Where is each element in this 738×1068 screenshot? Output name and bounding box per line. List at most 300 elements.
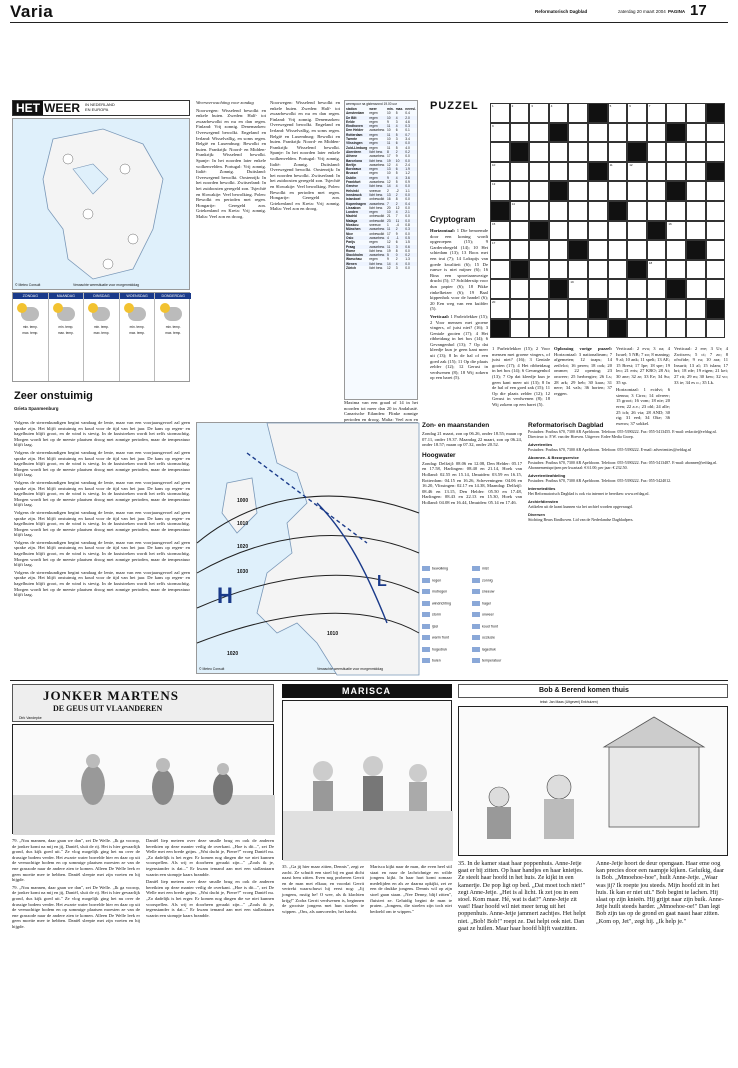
table-cell: 0.0: [405, 265, 410, 270]
table-cell: 6: [395, 240, 398, 245]
weather-table-header: min.: [386, 107, 394, 111]
table-cell: Twente: [346, 137, 358, 142]
crossword-cell[interactable]: [588, 221, 608, 241]
jonker-text-1b: 79. „Nou mannen, daar gaan we dan", zei De Welle. „Ik ga voorop, de jonker komt na mij en jij, Daniël, sluit de rij. Het is hier gevaarlijk grond, dus kijk goed uit." Ze vlog mogelijk ging het nu over de drassige bodem verder. Het zwarte water borrelde hier en daar op uit de veenachtige bodem en op sommige plaatsen moesten ze van de ene graszode naar de andere zien te komen. Alleen De Welle leek er geen moeite mee te hebben. Daniël sleepte met zijn voeten en hij hijgde.: [12, 884, 140, 929]
crossword-cell-number: 9: [492, 123, 494, 128]
table-cell: Amsterdam: [346, 111, 365, 116]
weather-symbol-icon: [57, 307, 75, 321]
crossword-cell[interactable]: [686, 142, 706, 162]
crossword-cell[interactable]: [666, 240, 686, 260]
crossword-cell[interactable]: [627, 299, 647, 319]
table-cell: 10: [386, 111, 391, 116]
solution-text-4: Verticaal: 2 ere; 3 Ur; 4 Zwitsers; 5 ct; 7 zo; 8 ofwftde; 9 ru; 10 ara; 11 Insurit; 13 al; 15 islam; 17 bri; 18 rde; 19 eigen; 21 kei; 27 rit; 29 m; 30 kew; 32 vo; 33 ie; 34 es o.; 35 Lk.: [674, 346, 728, 385]
colophon-ads-title: Advertenties: [528, 442, 553, 447]
table-cell: regen: [368, 124, 386, 128]
table-cell: 2.4: [405, 162, 410, 167]
crossword-cell[interactable]: [627, 162, 647, 182]
forecast-max-label: max. temp.: [22, 331, 39, 335]
table-cell: München: [345, 227, 368, 231]
table-cell: onbewolkt: [369, 231, 385, 236]
crossword-cell[interactable]: [529, 162, 549, 182]
crossword-cell[interactable]: [490, 181, 510, 201]
crossword-cell[interactable]: [706, 201, 726, 221]
crossword-cell[interactable]: [568, 201, 588, 221]
crossword-cell: [510, 260, 530, 280]
crossword-cell[interactable]: [549, 299, 569, 319]
table-cell: 5: [395, 133, 405, 137]
table-cell: 23: [386, 219, 395, 223]
legend-symbol-icon: [422, 647, 430, 652]
colophon-admin-body: Postadres: Postbus 670, 7300 AR Apeldoorn. Telefoon: 055-5390222. Fax: 055-5424012.: [528, 478, 672, 483]
crossword-cell: [588, 299, 608, 319]
table-cell: 0.9: [405, 180, 410, 185]
crossword-cell[interactable]: [568, 123, 588, 143]
europe-map: [196, 422, 418, 674]
table-cell: licht bew.: [368, 159, 386, 163]
crossword-cell[interactable]: [686, 201, 706, 221]
crossword-cell[interactable]: [686, 299, 706, 319]
crossword-cell[interactable]: [706, 221, 726, 241]
crossword-cell[interactable]: [549, 221, 569, 241]
crossword-cell[interactable]: [490, 123, 510, 143]
table-cell: Eindhoven: [345, 124, 368, 128]
crossword-cell[interactable]: [568, 162, 588, 182]
table-cell: 11: [386, 145, 391, 150]
colophon-title: Reformatorisch Dagblad: [528, 422, 604, 429]
table-cell: regen: [368, 210, 386, 214]
crossword-cell[interactable]: [627, 279, 647, 299]
crossword-cell[interactable]: [647, 103, 667, 123]
legend-label: occlusie: [482, 635, 495, 640]
crossword-cell[interactable]: [549, 240, 569, 260]
crossword-cell[interactable]: [608, 299, 628, 319]
puzzle-solution-col-4: [674, 346, 728, 418]
crossword-cell[interactable]: [490, 103, 510, 123]
high-pressure-marker: H: [217, 583, 233, 608]
weather-banner-het: HET: [13, 101, 43, 115]
crossword-cell[interactable]: [568, 221, 588, 241]
crossword-cell[interactable]: [647, 162, 667, 182]
crossword-cell[interactable]: [666, 142, 686, 162]
crossword-cell-number: 17: [492, 241, 496, 246]
crossword-cell[interactable]: [706, 319, 726, 339]
crossword-cell[interactable]: [647, 142, 667, 162]
legend-symbol-icon: [422, 624, 430, 629]
crossword-cell[interactable]: [627, 123, 647, 143]
table-cell: zwaarbew.: [369, 154, 385, 159]
legend-symbol-icon: [472, 658, 480, 663]
europe-column-1: [196, 100, 266, 412]
table-cell: 20: [386, 205, 391, 210]
table-cell: 4.6: [405, 119, 410, 124]
crossword-cell: [549, 181, 569, 201]
crossword-cell[interactable]: [568, 103, 588, 123]
puzzle-down-continued: 1 Parleirlekker (15); 2 Voor mensen met groene vingers, of juist niet? (16); 3 Geniale gooien (17); 4 Het ribbetdaug in het bos (14); 6 Gevangenhol (13); 7 Op dat kleedje kun je geen kant meer uit (13); 8 In de hal of een goed zak (15); 11 Op die plaats zelder (12); 12 Gerust in verdwenen (8); 18 Wij zokern op een baret (5).: [492, 346, 550, 407]
legend-label: storm: [432, 612, 441, 617]
legend-label: windrichting: [432, 600, 451, 605]
table-cell: -1: [395, 236, 405, 240]
colophon-archive-body: Artikelen uit de krant kunnen via het archief worden opgevraagd.: [528, 504, 633, 509]
forecast-day-name: WOENSDAG: [120, 293, 155, 299]
crossword-cell[interactable]: [529, 123, 549, 143]
crossword-cell[interactable]: [647, 123, 667, 143]
jonker-text-col-2: [146, 838, 274, 1064]
legend-label: temperatuur: [482, 658, 502, 663]
crossword-cell[interactable]: [666, 221, 686, 241]
crossword-cell[interactable]: [510, 181, 530, 201]
crossword-cell[interactable]: [588, 123, 608, 143]
jonker-text-1: 79. „Nou mannen, daar gaan we dan", zei De Welle. „Ik ga voorop, de jonker komt na mij en jij, Daniël, sluit de rij. Het is hier gevaarlijk grond, dus kijk goed uit." Ze vlog mogelijk ging het nu over de drassige bodem verder. Het zwarte water borrelde hier en daar op uit de veenachtige bodem en op sommige plaatsen moesten ze van de ene graszode naar de andere zien te komen. Alleen De Welle leek er geen moeite mee te hebben. Daniël sleepte met zijn voeten en hij hijgde.: [12, 838, 140, 883]
colophon-archive-title: Archiefdiensten: [528, 499, 559, 504]
crossword-cell[interactable]: [647, 260, 667, 280]
jonker-text-2: Daniël liep meteen over deze smalle brug en ook de anderen bereikten op deze manier veilig de overkant. „Hoe is dit...", zei De Welle met een brede grijns. „Wat dacht je, Pierre?" vroeg Daniël nu. „Zo dadelijk is het erger. Er komen nog dingen die we niet kunnen voorspellen. Als wij er doorheen geraakt zijn..." „Zoals ik je, tegenstander is dat..." Er kwam iemand aan met een stallantaarn waarin een stompje kaars brandde.: [146, 838, 274, 877]
table-cell: zwaarbew.: [369, 162, 385, 167]
bob-text-col-2: [596, 860, 728, 1064]
crossword-cell[interactable]: [510, 299, 530, 319]
table-cell: 11: [386, 245, 395, 249]
crossword-cell[interactable]: [647, 240, 667, 260]
crossword-cell[interactable]: [510, 201, 530, 221]
weather-headline: Zeer onstuimig: [14, 390, 93, 402]
crossword-cell: [529, 221, 549, 241]
legend-label: hagel: [482, 600, 491, 605]
table-cell: Frankfurt: [346, 180, 361, 185]
table-cell: 19: [386, 248, 391, 253]
crossword-cell[interactable]: [608, 142, 628, 162]
forecast-day: [84, 293, 120, 381]
crossword-cell[interactable]: [647, 181, 667, 201]
crossword-cell[interactable]: [627, 240, 647, 260]
table-cell: 11: [386, 227, 395, 231]
crossword-cell[interactable]: [627, 319, 647, 339]
crossword-cell[interactable]: [549, 142, 569, 162]
table-cell: 8: [395, 248, 398, 253]
legend-label: lagedruk: [482, 646, 496, 651]
crossword-cell[interactable]: [510, 279, 530, 299]
weather-symbol-icon: [21, 307, 39, 321]
weather-table-header: neersl.: [405, 107, 416, 111]
table-cell: regen: [369, 257, 378, 262]
forecast-day-name: ZONDAG: [13, 293, 48, 299]
isobar-1: 1000: [237, 498, 249, 504]
forecast-strip: [12, 292, 190, 382]
crossword-cell[interactable]: [510, 123, 530, 143]
table-cell: 0.4: [404, 202, 417, 206]
crossword-cell[interactable]: [529, 142, 549, 162]
table-cell: 17: [386, 231, 391, 236]
table-cell: 4: [395, 116, 405, 120]
table-cell: 0.6: [404, 245, 417, 249]
table-cell: 10: [386, 210, 395, 214]
legend-symbol-icon: [472, 624, 480, 629]
crossword-cell[interactable]: [490, 240, 510, 260]
table-cell: Kopenhagen: [345, 202, 368, 206]
crossword-cell[interactable]: [529, 201, 549, 221]
table-cell: 5: [395, 145, 398, 150]
table-cell: 16: [386, 197, 391, 202]
puzzle-solution-col-3: [616, 346, 670, 426]
jonker-illustration: [13, 725, 275, 835]
table-cell: 14: [386, 184, 395, 188]
crossword-cell[interactable]: [608, 181, 628, 201]
crossword-cell[interactable]: [549, 319, 569, 339]
crossword-cell-number: 6: [629, 104, 631, 108]
table-row: [345, 197, 417, 201]
crossword-cell[interactable]: [568, 260, 588, 280]
table-cell: Nice: [346, 231, 353, 236]
crossword-cell[interactable]: [608, 221, 628, 241]
crossword-cell[interactable]: [510, 240, 530, 260]
table-cell: 6: [395, 141, 405, 145]
crossword-grid[interactable]: [490, 103, 726, 343]
crossword-cell[interactable]: [608, 123, 628, 143]
table-cell: Genève: [345, 184, 368, 188]
crossword-cell[interactable]: [490, 142, 510, 162]
legend-item: [422, 589, 447, 594]
crossword-cell[interactable]: [706, 123, 726, 143]
crossword-cell-number: 20: [492, 300, 496, 304]
crossword-cell[interactable]: [529, 181, 549, 201]
table-cell: 1.1: [405, 188, 410, 193]
legend-item: [472, 658, 501, 663]
crossword-cell[interactable]: [510, 319, 530, 339]
crossword-cell[interactable]: [686, 279, 706, 299]
down-clues: 1 Parleirlekker (15); 2 Voor mensen met groene vingers, of juist niet? (16); 3 Geniale gooien (17); 4 Het ribbetdaug in het bos (14); 6 Gevangenhol (13); 7 Op dat kleedje kun je geen kant meer uit (13); 8 In de hal of een goed zak (15); 11 Op die plaats zelder (12); 12 Gerust in verdwenen (8); 18 Wij zokern op een baret (5).: [430, 313, 488, 381]
crossword-cell[interactable]: [608, 162, 628, 182]
crossword-cell[interactable]: [588, 142, 608, 162]
puzzle-solution-col-1: [492, 346, 550, 418]
table-cell: Brussel: [346, 171, 359, 176]
table-cell: regen: [368, 176, 386, 180]
crossword-cell[interactable]: [529, 319, 549, 339]
weather-article-body-6: Volgens de sterrenkundigen begint vandaag de lente, maar van een voorjaarsgevoel zal geen sprake zijn. Het blijft onstuimig en koud voor de tijd van het jaar. De kans op regen- en hagelbuien blijft groot, en de wind is stevig. In de kuststreken wordt het zelfs stormachtig. Morgen wordt het op de meeste plaatsen droog met zonnige perioden, maar de temperatuur blijft laag.: [14, 569, 190, 598]
map-credit: © Meteo Consult: [15, 283, 41, 287]
crossword-cell[interactable]: [666, 103, 686, 123]
table-cell: 12: [386, 180, 391, 185]
table-cell: 9: [386, 257, 389, 262]
crossword-cell[interactable]: [568, 142, 588, 162]
crossword-cell[interactable]: [686, 103, 706, 123]
crossword-cell: [666, 279, 686, 299]
colophon-admin-title: Advertentieafdeling: [528, 473, 566, 478]
crossword-cell[interactable]: [568, 279, 588, 299]
crossword-cell[interactable]: [627, 181, 647, 201]
crossword-cell-number: 19: [570, 280, 574, 285]
legend-label: mist: [482, 566, 489, 571]
legend-item: [422, 624, 438, 629]
weather-table: [345, 107, 417, 270]
puzzle-solution-col-2: [554, 346, 612, 418]
table-cell: 0.2: [404, 150, 417, 154]
table-cell: regen: [369, 171, 378, 176]
crossword-cell: [490, 201, 510, 221]
table-cell: licht bew.: [369, 265, 383, 270]
tide-body: Zondag: Delfzijl: 08.06 en 12.08, Den Helder: 05.17 en 17.58, Harlingen: 08.40 en 21.14, Hoek van Holland: 02.55 en 15.14, IJmuiden: 03.59 en 16.15, Rotterdam: 04.15 en 16.26, Scheveningen: 04.06 en 16.20, Vlissingen: 02.17 en 14.38, Maandag: Delfzijl: 08.46 en 13.15, Den Helder: 05.50 en 17.48, Harlingen: 08.43 en 22.13 en 15.30, Hoek van Holland: 04.08 en 16.44, IJmuiden: 05.14 en 17.46.: [422, 460, 522, 505]
crossword-cell[interactable]: [647, 279, 667, 299]
crossword-cell[interactable]: [529, 240, 549, 260]
crossword-cell[interactable]: [529, 279, 549, 299]
crossword-cell[interactable]: [549, 162, 569, 182]
legend-item: [472, 566, 489, 571]
crossword-cell[interactable]: [490, 162, 510, 182]
table-cell: 4: [395, 184, 405, 188]
europe-map-credit: © Meteo Consult: [199, 667, 225, 671]
crossword-cell[interactable]: [588, 260, 608, 280]
crossword-cell[interactable]: [588, 181, 608, 201]
crossword-cell[interactable]: [510, 162, 530, 182]
paper-name: Reformatorisch Dagblad: [535, 9, 588, 14]
colophon-internet-title: Internetedities: [528, 486, 556, 491]
bob-text-col-1: [458, 860, 588, 1064]
crossword-cell[interactable]: [588, 201, 608, 221]
table-cell: 10: [386, 171, 391, 176]
crossword-cell[interactable]: [686, 319, 706, 339]
table-cell: 0.3: [404, 227, 417, 231]
bob-subtitle: tekst: Jan Maas (Uitgeverij Enkhuizen): [540, 700, 598, 704]
table-cell: regen: [368, 167, 386, 171]
table-row: [345, 266, 417, 270]
crossword-cell[interactable]: [490, 221, 510, 241]
table-cell: 12: [395, 205, 400, 210]
table-cell: 4: [395, 262, 405, 266]
marisca-text-2: Marisca kijkt naar de man, die even heel stil staat en naar de lachrichnige en wilde jongens kijkt. In haar hart komt zomaar medelijden en als ze daarna opkijkt, zet ze een de drukke jongens. Dennis wil op zijn stoel gaan staan. „Nee Denny, blijf zitten", fluistert ze. Geluidig begint de man te praten. „Jongens, die stoelen zijn toch niet bedoeld om te wippen.": [370, 864, 452, 914]
table-cell: 2: [395, 227, 405, 231]
crossword-cell[interactable]: [608, 279, 628, 299]
table-cell: 11: [395, 219, 405, 223]
table-cell: regen: [369, 119, 378, 124]
table-cell: 4.0: [405, 145, 410, 150]
table-cell: 2.1: [404, 210, 417, 214]
crossword-cell[interactable]: [706, 240, 726, 260]
forecast-day-name: DINSDAG: [84, 293, 119, 299]
table-cell: 4: [395, 162, 398, 167]
legend-symbol-icon: [422, 612, 430, 617]
crossword-cell[interactable]: [666, 201, 686, 221]
crossword-cell-number: 16: [668, 221, 672, 226]
forecast-min-label: min. temp.: [165, 325, 181, 329]
table-cell: 1.9: [404, 167, 417, 171]
table-cell: 9: [395, 231, 398, 236]
crossword-cell[interactable]: [666, 299, 686, 319]
crossword-cell[interactable]: [686, 123, 706, 143]
crossword-cell[interactable]: [647, 319, 667, 339]
marisca-text-col-2: [370, 864, 452, 1064]
netherlands-map: [12, 118, 190, 290]
colophon-subs-title: Abonnee- & Bezorgservice: [528, 455, 579, 460]
weather-article-body-2: Volgens de sterrenkundigen begint vandaag de lente, maar van een voorjaarsgevoel zal geen sprake zijn. Het blijft onstuimig en koud voor de tijd van het jaar. De kans op regen- en hagelbuien blijft groot, en de wind is stevig. In de kuststreken wordt het zelfs stormachtig. Morgen wordt het op de meeste plaatsen droog met zonnige perioden, maar de temperatuur blijft laag.: [14, 449, 190, 478]
crossword-cell[interactable]: [549, 201, 569, 221]
legend-label: koud front: [482, 623, 498, 628]
forecast-max-label: max. temp.: [93, 331, 110, 335]
legend-symbol-icon: [422, 589, 430, 594]
crossword-cell[interactable]: [568, 181, 588, 201]
crossword-cell[interactable]: [627, 103, 647, 123]
crossword-cell[interactable]: [666, 260, 686, 280]
table-cell: 3: [395, 245, 405, 249]
crossword-cell[interactable]: [608, 240, 628, 260]
table-cell: Madrid: [346, 214, 357, 219]
forecast-max-label: max. temp.: [58, 331, 74, 335]
legend-symbol-icon: [472, 635, 480, 640]
crossword-cell[interactable]: [529, 260, 549, 280]
crossword-cell[interactable]: [706, 181, 726, 201]
table-cell: 3: [395, 137, 398, 142]
table-cell: 2: [395, 150, 405, 154]
crossword-cell[interactable]: [588, 279, 608, 299]
crossword-cell[interactable]: [510, 221, 530, 241]
legend-label: warm front: [432, 635, 449, 640]
crossword-cell[interactable]: [588, 240, 608, 260]
crossword-cell[interactable]: [490, 260, 510, 280]
europe-column-2: [270, 100, 340, 412]
crossword-cell[interactable]: [490, 279, 510, 299]
colophon-subs-body: Postadres: Postbus 670, 7300 AR Apeldoorn. Telefoon: 055-5390222. Fax: 055-5413487. E-mail: abonnee@refdag.nl. Abonnementsprijzen per kwartaal: € 61.00; per jaar: € 232.50.: [528, 460, 718, 470]
forecast-min-label: min. temp.: [129, 325, 145, 329]
netherlands-map-svg: [13, 119, 191, 291]
crossword-cell[interactable]: [490, 299, 510, 319]
isobar-3: 1020: [237, 544, 249, 550]
crossword-cell[interactable]: [510, 103, 530, 123]
crossword-cell[interactable]: [549, 260, 569, 280]
header-date: zaterdag 20 maart 2004: [618, 9, 666, 14]
weather-article-body: Volgens de sterrenkundigen begint vandaag de lente, maar van een voorjaarsgevoel zal geen sprake zijn. Het blijft onstuimig en koud voor de tijd van het jaar. De kans op regen- en hagelbuien blijft groot, en de wind is stevig. In de kuststreken wordt het zelfs stormachtig. Morgen wordt het op de meeste plaatsen droog met zonnige perioden, maar de temperatuur blijft laag.: [14, 420, 190, 448]
crossword-cell-number: 4: [550, 104, 553, 108]
crossword-cell[interactable]: [608, 260, 628, 280]
table-cell: regen: [369, 145, 378, 150]
crossword-cell[interactable]: [706, 279, 726, 299]
forecast-min-label: min. temp.: [58, 325, 74, 329]
crossword-cell-number: 14: [511, 202, 515, 206]
crossword-cell[interactable]: [568, 299, 588, 319]
crossword-cell[interactable]: [647, 299, 667, 319]
table-cell: Istanboel: [346, 197, 361, 202]
crossword-cell[interactable]: [529, 103, 549, 123]
legend-item: [472, 612, 494, 617]
crossword-cell[interactable]: [647, 201, 667, 221]
table-cell: zwaarbew.: [369, 244, 385, 249]
crossword-cell[interactable]: [549, 103, 569, 123]
legend-item: [422, 647, 447, 652]
table-cell: 12: [386, 240, 391, 245]
crossword-cell[interactable]: [627, 221, 647, 241]
table-cell: Eelde: [346, 119, 355, 124]
crossword-cell[interactable]: [568, 319, 588, 339]
table-cell: 13: [386, 193, 395, 197]
crossword-cell[interactable]: [686, 162, 706, 182]
crossword-cell[interactable]: [666, 162, 686, 182]
crossword-cell: [549, 123, 569, 143]
crossword-cell[interactable]: [529, 299, 549, 319]
crossword-cell[interactable]: [588, 319, 608, 339]
table-cell: onbewolkt: [369, 218, 385, 223]
table-cell: 0.5: [404, 236, 417, 240]
legend-item: [422, 578, 441, 583]
crossword-cell[interactable]: [706, 260, 726, 280]
crossword-cell[interactable]: [627, 201, 647, 221]
table-row: [345, 227, 417, 231]
crossword-cell[interactable]: [686, 260, 706, 280]
table-cell: 19: [386, 159, 395, 163]
crossword-cell[interactable]: [686, 221, 706, 241]
crossword-cell[interactable]: [608, 103, 628, 123]
crossword-cell[interactable]: [686, 181, 706, 201]
table-cell: Rome: [346, 248, 356, 253]
crossword-cell[interactable]: [706, 142, 726, 162]
weather-symbol-icon: [164, 307, 182, 321]
table-cell: licht bew.: [368, 193, 386, 197]
crossword-cell[interactable]: [666, 319, 686, 339]
table-cell: zwaarbew.: [369, 128, 385, 133]
